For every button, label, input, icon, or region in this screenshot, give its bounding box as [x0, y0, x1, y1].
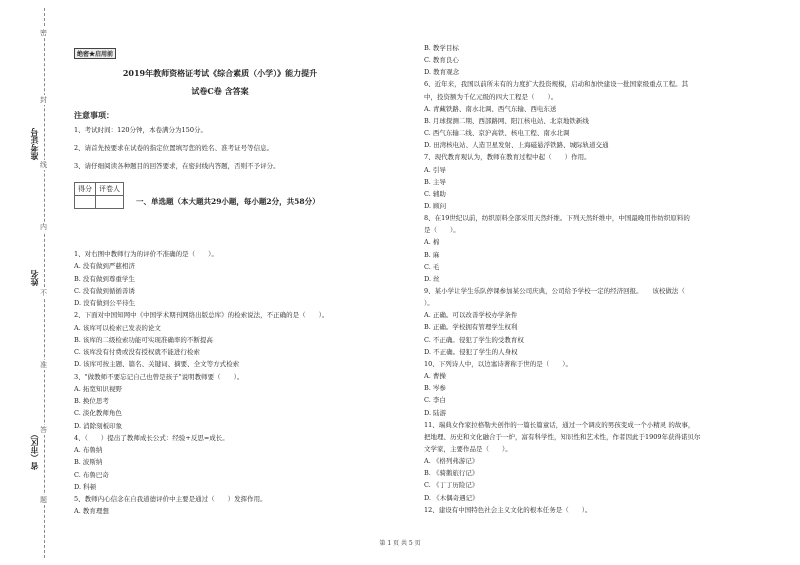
question-line: B. 主导 — [424, 177, 446, 186]
question-line: 3、"做教师不要忘记自己也曾是孩子"说明教师要（ ）。 — [74, 372, 244, 381]
question-line: A. 青藏铁路、南水北调、西气东输、西电东送 — [424, 104, 557, 113]
question-line: C. 不正确。侵犯了学生的受教育权 — [424, 335, 524, 344]
question-line: B. 换位思考 — [74, 397, 109, 405]
question-line: ）。 — [424, 299, 434, 308]
question-line: A. 曹操 — [424, 372, 446, 381]
note-item: 1、考试时间：120分钟，本卷满分为150分。 — [74, 126, 207, 134]
question-line: D. 《木偶奇遇记》 — [424, 493, 479, 502]
question-line: 4、（ ）提出了教师成长公式：经验+反思=成长。 — [74, 433, 229, 442]
page-number: 第 1 页 共 5 页 — [379, 540, 421, 547]
seal-mark: 题 — [40, 496, 47, 504]
grader-header: 评卷人 — [96, 183, 124, 196]
question-line: A. 引导 — [424, 165, 446, 174]
question-line: D. 顾问 — [424, 201, 447, 210]
seal-mark: 线 — [40, 161, 47, 169]
seal-line — [44, 8, 45, 558]
question-line: 5、教师内心信念在自我道德评价中主要是通过（ ）发挥作用。 — [74, 495, 267, 503]
question-line: A. 《格列弗游记》 — [424, 457, 479, 466]
note-item: 2、请首先按要求在试卷的指定位置填写您的姓名、准考证号等信息。 — [74, 144, 274, 152]
part-one-title: 一、单选题（本大题共29小题，每小题2分，共58分） — [136, 197, 320, 206]
question-line: C. 《丁丁历险记》 — [424, 481, 479, 490]
question-line: 6、近年来，我国以前所未有的力度扩大投资规模，启动和加快建设一批国家级重点工程。其 — [424, 80, 689, 89]
question-line: D. 教育观念 — [424, 68, 460, 77]
question-line: A. 正确。可以改善学校办学条件 — [424, 311, 518, 320]
question-line: 7、现代教育观认为，教师在教育过程中起（ ）作用。 — [424, 153, 591, 162]
question-line: 11、瑞典女作家拉格勒夫创作的一篇长篇童话，通过一个调皮的男孩变成一个小精灵 的故事， — [424, 420, 695, 429]
question-line: D. 陆游 — [424, 408, 447, 417]
question-line: C. 淡化教师角色 — [74, 409, 122, 418]
question-line: 中，投资额为千亿元级的四大工程是（ ）。 — [424, 92, 558, 101]
score-header: 得分 — [75, 183, 96, 196]
seal-mark: 封 — [40, 96, 47, 104]
question-line: B. 月球探测二期、西部路网、阳江核电站、北京地铁新线 — [424, 116, 589, 125]
seal-mark: 准 — [40, 361, 47, 369]
question-line: C. 毛 — [424, 262, 440, 271]
question-line: 文学家，主要作品是（ ）。 — [424, 444, 512, 453]
question-line: D. 田湾核电站、人造卫星发射、上海磁悬浮铁路、城际轨道交通 — [424, 141, 609, 150]
note-item: 3、请仔细阅读各种题目的回答要求，在密封线内答题，否则不予评分。 — [74, 162, 280, 170]
question-line: A. 布鲁纳 — [74, 446, 103, 454]
question-line: A. 没有做到严慈相济 — [74, 262, 135, 271]
question-line: B. 岑参 — [424, 384, 446, 393]
question-line: D. 没有做到公平待生 — [74, 299, 136, 307]
question-line: 是（ ）。 — [424, 226, 460, 235]
question-line: B. 麻 — [424, 250, 440, 259]
score-table — [74, 182, 124, 209]
score-cell[interactable] — [75, 196, 96, 209]
question-line: C. 布鲁巴奇 — [74, 470, 109, 479]
question-line: B. 该库的二级检索功能可实现准确率的不断提高 — [74, 335, 213, 344]
question-line: 10、下列诗人中，以边塞诗著称于世的是（ ）。 — [424, 359, 573, 368]
question-line: C. 教育良心 — [424, 56, 459, 65]
region-label: 省（市区） — [29, 430, 39, 470]
secret-badge: 绝密★启用前 — [74, 48, 116, 59]
question-line: D. 科顿 — [74, 482, 97, 491]
question-line: 8、在19世纪以前，纺织原料全部采用天然纤维。下列天然纤维中，中国最晚用作纺织原料的 — [424, 214, 690, 223]
question-line: B. 没有做到尊重学生 — [74, 274, 135, 283]
question-line: B. 《骑鹅旅行记》 — [424, 469, 479, 478]
question-line: 2、下面对中国知网中《中国学术期刊网络出版总库》的检索说法，不正确的是（ ）。 — [74, 311, 329, 320]
seal-mark: 密 — [40, 29, 47, 37]
exam-subtitle: 试卷C卷 含答案 — [191, 86, 249, 96]
question-line: A. 拓宽知识视野 — [74, 384, 122, 393]
question-line: C. 李白 — [424, 396, 446, 405]
seal-mark: 内 — [40, 223, 47, 231]
question-line: A. 教育理想 — [74, 507, 109, 516]
seal-mark: 不 — [40, 289, 47, 297]
question-line: B. 教学目标 — [424, 44, 459, 52]
seal-mark: 答 — [40, 426, 47, 434]
question-line: 9、某小学让学生乐队停课参加某公司庆典，公司给予学校一定的经济回报。 该校做法（ — [424, 287, 685, 295]
question-line: A. 棉 — [424, 238, 440, 247]
question-line: D. 丝 — [424, 274, 440, 283]
question-line: D. 消除刻板印象 — [74, 421, 123, 430]
question-line: C. 辅助 — [424, 189, 446, 198]
question-line: A. 该库可以检索已发表的论文 — [74, 323, 161, 332]
exam-title: 2019年教师资格证考试《综合素质（小学）》能力提升 — [122, 68, 318, 78]
question-line: 12、建设有中国特色社会主义文化的根本任务是（ ）。 — [424, 505, 592, 514]
question-line: D. 不正确。侵犯了学生的人身权 — [424, 347, 518, 356]
question-line: B. 正确。学校拥有管理学生权利 — [424, 323, 518, 332]
grader-cell[interactable] — [96, 196, 124, 209]
notes-heading: 注意事项： — [74, 110, 114, 120]
question-line: B. 波斯纳 — [74, 458, 103, 467]
question-line: 把地理、历史和文化融合于一炉，富有科学性，知识性和艺术性，作者因此于1909年获得诺贝尔 — [424, 432, 701, 441]
question-line: 1、对右图中教师行为的评价不准确的是（ ）。 — [74, 250, 218, 258]
question-line: C. 该库没有付费或没有授权就不能进行检索 — [74, 348, 200, 356]
name-label: 姓名 — [29, 270, 39, 286]
ticket-number-label: 准考证号 — [29, 128, 39, 160]
binding-margin — [0, 0, 60, 565]
question-line: C. 没有做到循循善诱 — [74, 286, 135, 295]
question-line: C. 西气东输二线、京沪高铁、核电工程、南水北调 — [424, 129, 570, 138]
question-line: D. 该库可按主题、篇名、关键词、摘要、全文等方式检索 — [74, 360, 240, 369]
